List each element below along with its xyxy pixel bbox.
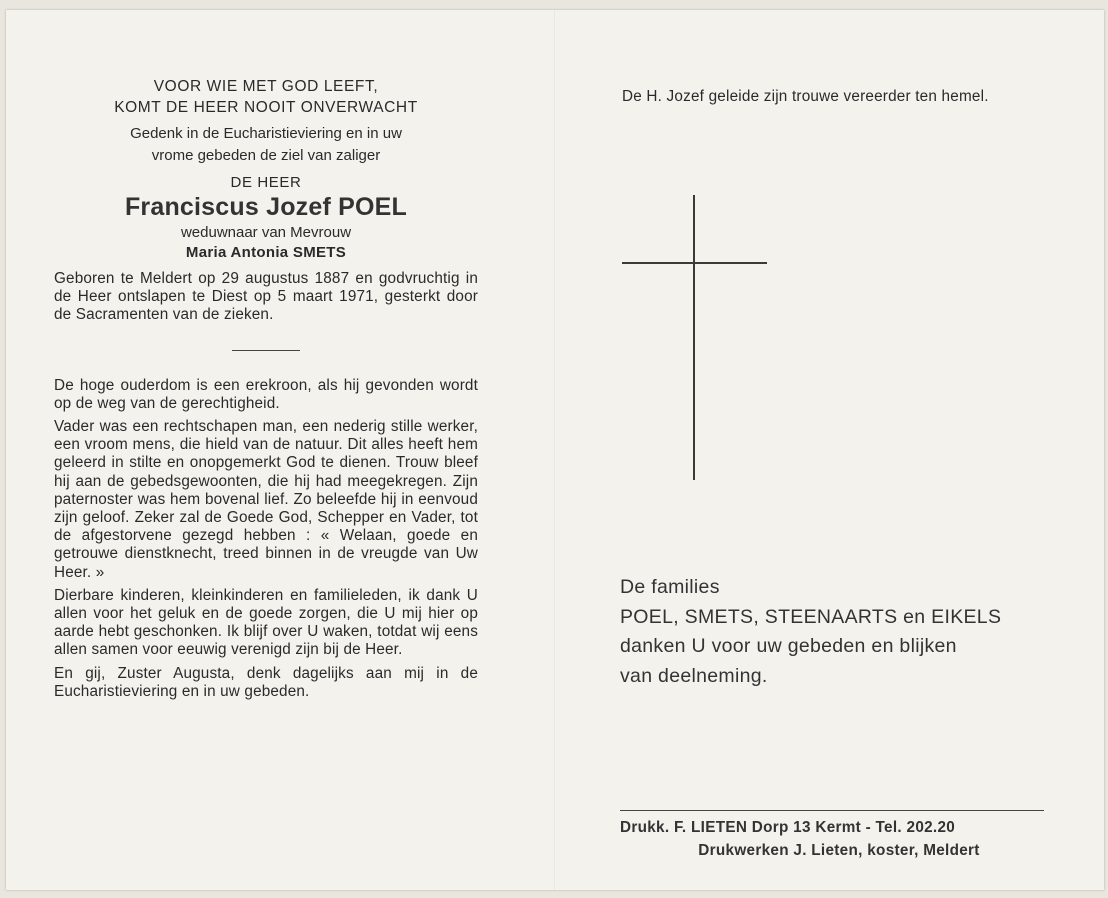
card-fold [554, 10, 555, 890]
motto [54, 76, 478, 118]
printer-line-1: Drukk. F. LIETEN Dorp 13 Kermt - Tel. 202.20 [620, 819, 956, 836]
intro-line-1: Gedenk in de Eucharistieviering en in uw [130, 125, 402, 142]
paragraph-4: En gij, Zuster Augusta, denk dagelijks aan mij in de Eucharistieviering en in uw gebeden. [54, 664, 478, 700]
spouse-name: Maria Antonia SMETS [185, 244, 347, 261]
cross-vertical [693, 195, 695, 480]
birth-death-text: Geboren te Meldert op 29 augustus 1887 en godvruchtig in de Heer ontslapen te Diest op 5 maart 1971, gesterkt door de Sacramenten van de zieken. [54, 270, 478, 324]
paragraph-3: Dierbare kinderen, kleinkinderen en familieleden, ik dank U allen voor het geluk en de goede zorgen, die U mij hier op aarde hebt geschonken. Ik blijf over U waken, totdat wij eens allen samen voor eeuwig verenigd zijn bij de Heer. [54, 586, 478, 659]
left-panel [54, 76, 478, 701]
thanks-line-2: POEL, SMETS, STEENAARTS en EIKELS [620, 605, 1002, 628]
title-de-heer: DE HEER [230, 174, 302, 191]
memorial-card [6, 10, 1104, 890]
printer-line-2: Drukwerken J. Lieten, koster, Meldert [698, 842, 980, 859]
intro-line-2: vrome gebeden de ziel van zaliger [151, 147, 381, 164]
motto-line-2: KOMT DE HEER NOOIT ONVERWACHT [114, 99, 418, 116]
thanks-line-4: van deelneming. [620, 664, 768, 687]
motto-line-1: VOOR WIE MET GOD LEEFT, [153, 78, 379, 95]
cross-horizontal [622, 262, 767, 264]
intro [54, 123, 478, 167]
paragraph-2: Vader was een rechtschapen man, een nederig stille werker, een vroom mens, die hield van de natuur. Dit alles heeft hem geleerd in stilte en onopgemerkt God te dienen. Trouw bleef hij aan de gebedsgewoonten, die hij had meegekregen. Zijn paternoster was hem bovenal lief. Zo beleefde hij in eenvoud zijn geloof. Zeker zal de Goede God, Schepper en Vader, tot de afgestorvene gezegd hebben : « Welaan, goede en getrouwe dienstknecht, treed binnen in de vreugde van Uw Heer. » [54, 418, 478, 581]
divider [232, 350, 300, 351]
paragraph-1: De hoge ouderdom is een erekroon, als hij gevonden wordt op de weg van de gerechtigheid. [54, 376, 478, 412]
widow-of: weduwnaar van Mevrouw [180, 224, 352, 241]
printer-divider [620, 810, 1044, 811]
thanks-block [620, 573, 1060, 691]
deceased-name: Franciscus Jozef POEL [124, 193, 408, 221]
prayer-text: De H. Jozef geleide zijn trouwe vereerder ten hemel. [622, 88, 989, 105]
thanks-line-1: De families [620, 576, 720, 598]
thanks-line-3: danken U voor uw gebeden en blijken [620, 635, 957, 657]
printer-info [620, 816, 1048, 862]
